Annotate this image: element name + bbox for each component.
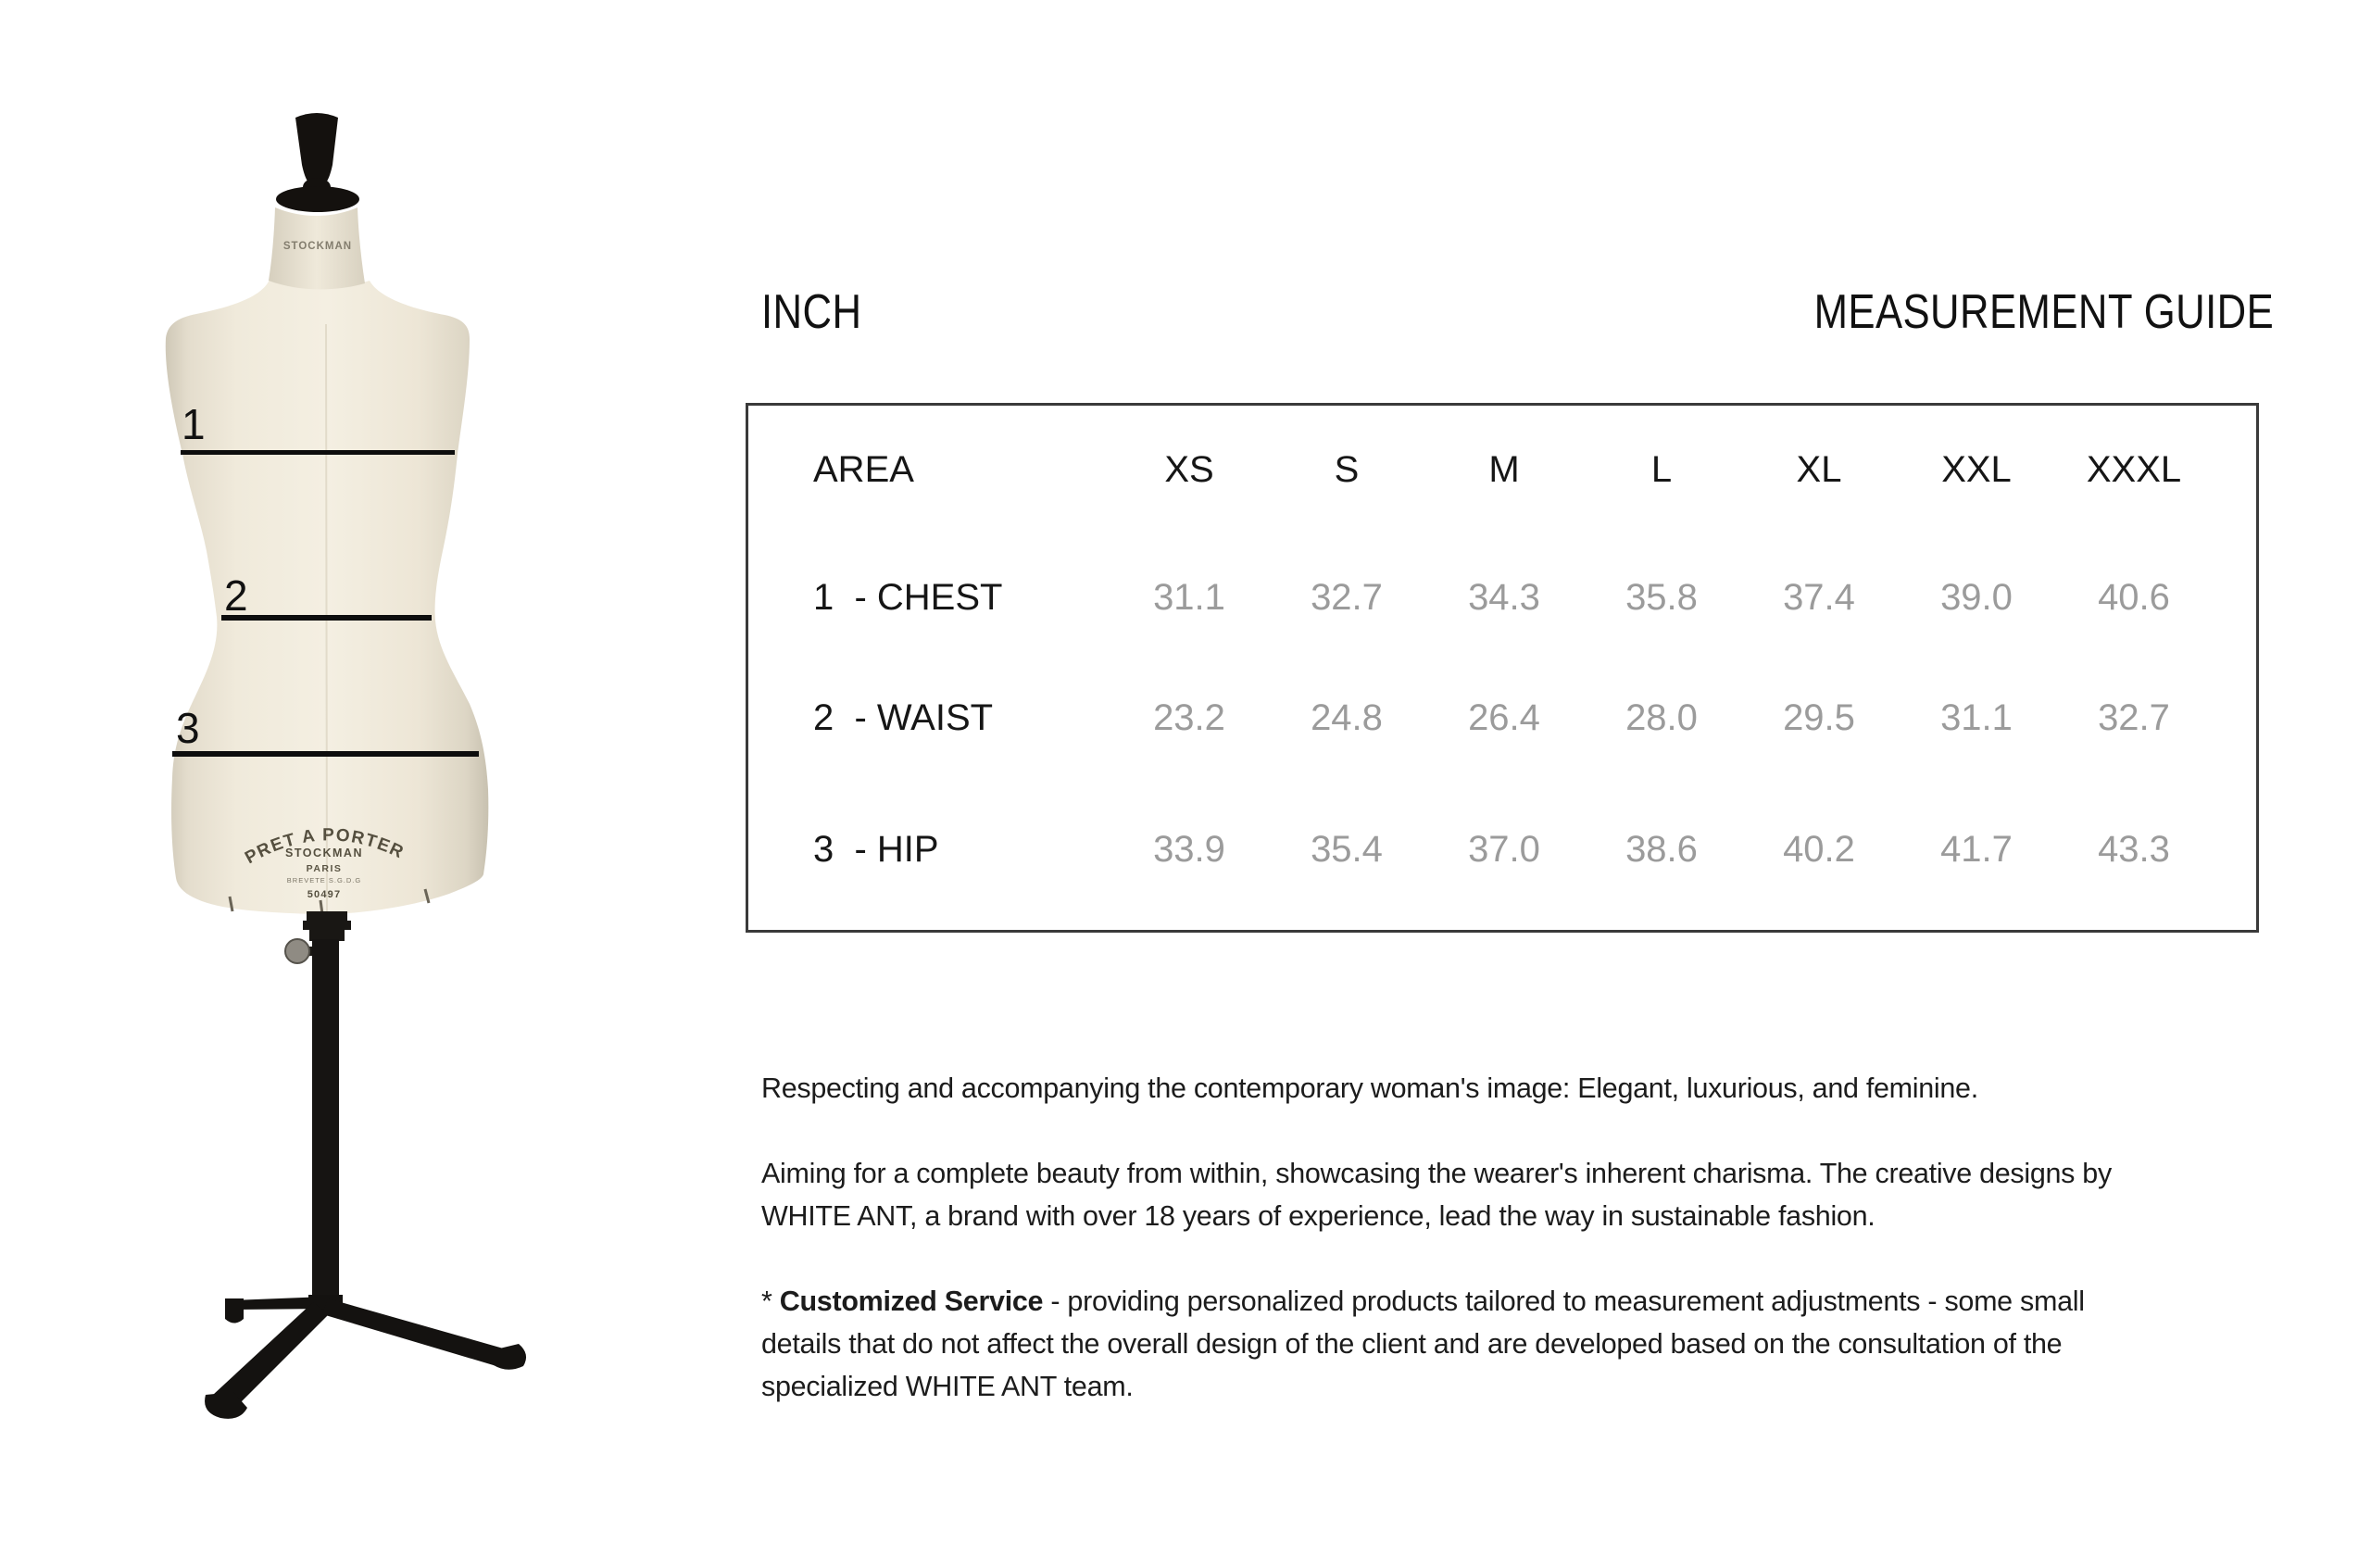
text-line: specialized WHITE ANT team. <box>761 1371 1134 1402</box>
cell-value: 43.3 <box>2098 829 2170 870</box>
text-line: Aiming for a complete beauty from within, showcasing the wearer's inherent charisma. The creative designs by <box>761 1158 2112 1189</box>
cell-value: 39.0 <box>1940 577 2013 618</box>
table-header-area: AREA <box>813 449 914 490</box>
cell-value: 23.2 <box>1153 697 1225 738</box>
hip-stamp-number: 50497 <box>307 889 342 900</box>
cell-value: 32.7 <box>1311 577 1383 618</box>
chest-line <box>181 450 455 455</box>
cell-value: 38.6 <box>1625 829 1698 870</box>
cell-value: 31.1 <box>1940 697 2013 738</box>
text-line: WHITE ANT, a brand with over 18 years of experience, lead the way in sustainable fashion. <box>761 1200 1875 1232</box>
table-row-waist <box>748 696 2256 740</box>
stand-leg-right <box>322 1298 507 1366</box>
hip-stamp-city: PARIS <box>306 863 343 874</box>
text-fragment: - providing personalized products tailored to measurement adjustments - some small <box>1043 1286 2085 1317</box>
text-line: details that do not affect the overall design of the client and are developed based on the consultation of the <box>761 1328 2063 1360</box>
hip-line <box>172 751 479 757</box>
customized-service-note <box>761 1280 2299 1408</box>
table-header-size: XS <box>1164 449 1214 490</box>
cell-value: 31.1 <box>1153 577 1225 618</box>
mannequin-neck-cap <box>276 186 359 212</box>
size-table <box>746 403 2259 933</box>
size-table-header-row <box>748 447 2256 492</box>
waist-marker-label: 2 <box>224 571 248 620</box>
cell-value: 34.3 <box>1468 577 1540 618</box>
stand-pole <box>312 939 339 1302</box>
cell-value: 37.4 <box>1783 577 1855 618</box>
row-label: 2 - WAIST <box>813 697 994 738</box>
text-line <box>761 1286 2085 1317</box>
mannequin-finial <box>295 113 338 182</box>
brand-statement <box>761 1067 2299 1110</box>
table-header-size: L <box>1650 449 1673 490</box>
cell-value: 26.4 <box>1468 697 1540 738</box>
customized-service-label: Customized Service <box>779 1286 1044 1317</box>
chest-marker-label: 1 <box>182 400 206 448</box>
mannequin-figure <box>0 0 704 1568</box>
cell-value: 33.9 <box>1153 829 1225 870</box>
row-label: 3 - HIP <box>813 829 939 870</box>
cell-value: 28.0 <box>1625 697 1698 738</box>
brand-mission <box>761 1152 2299 1237</box>
hip-stamp-brand: STOCKMAN <box>285 847 363 859</box>
table-header-size: XXXL <box>2086 449 2182 490</box>
table-row-hip <box>748 827 2256 872</box>
stand-screw-knob <box>285 939 309 963</box>
cell-value: 35.8 <box>1625 577 1698 618</box>
hip-stamp-patent: BREVETE S.G.D.G <box>286 876 362 884</box>
table-header-size: XL <box>1796 449 1842 490</box>
table-header-size: M <box>1488 449 1520 490</box>
hip-marker-label: 3 <box>176 704 200 752</box>
page-title: MEASUREMENT GUIDE <box>1813 285 2274 339</box>
asterisk: * <box>761 1286 780 1317</box>
stand-foot <box>225 1298 244 1323</box>
cell-value: 35.4 <box>1311 829 1383 870</box>
stand-collar <box>303 921 351 930</box>
neck-stamp-text: STOCKMAN <box>282 241 353 252</box>
cell-value: 40.6 <box>2098 577 2170 618</box>
cell-value: 40.2 <box>1783 829 1855 870</box>
row-label: 1 - CHEST <box>813 577 1003 618</box>
cell-value: 32.7 <box>2098 697 2170 738</box>
hip-stamp-arc: PRET A PORTER <box>242 825 408 869</box>
stand-collar <box>307 911 347 922</box>
cell-value: 41.7 <box>1940 829 2013 870</box>
text-line: Respecting and accompanying the contemporary woman's image: Elegant, luxurious, and feminine. <box>761 1073 1978 1104</box>
unit-title: INCH <box>761 285 862 339</box>
description-text <box>761 1067 2299 1450</box>
cell-value: 29.5 <box>1783 697 1855 738</box>
table-header-size: S <box>1334 449 1360 490</box>
cell-value: 24.8 <box>1311 697 1383 738</box>
cell-value: 37.0 <box>1468 829 1540 870</box>
table-row-chest <box>748 575 2256 620</box>
waist-line <box>221 615 432 621</box>
table-header-size: XXL <box>1941 449 2012 490</box>
